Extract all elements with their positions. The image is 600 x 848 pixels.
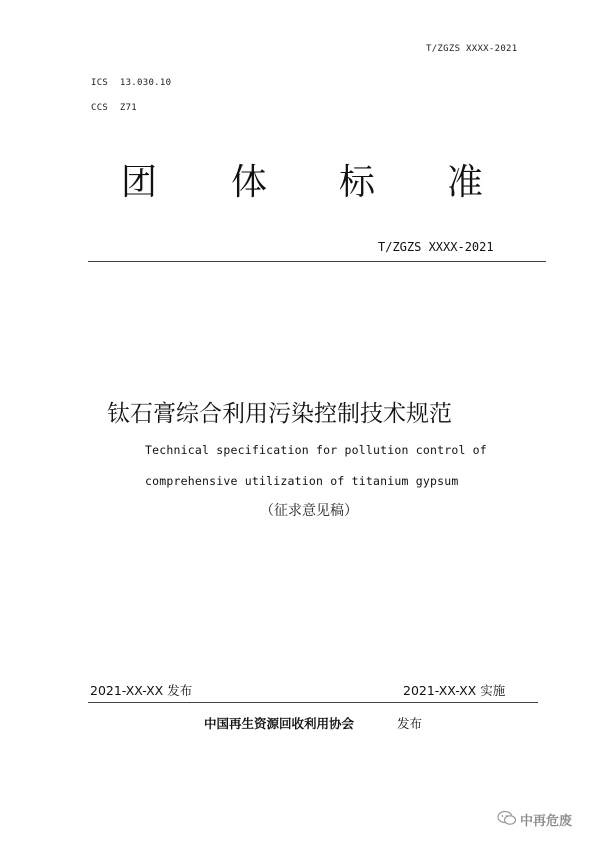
wechat-icon <box>497 810 517 826</box>
draft-status: （征求意见稿） <box>260 503 358 519</box>
ccs-label: CCS <box>91 103 109 113</box>
standard-type-char-2: 体 <box>231 162 268 203</box>
standard-type-char-4: 准 <box>447 162 484 203</box>
top-divider <box>88 261 546 262</box>
publish-date: 2021-XX-XX 发布 <box>90 683 193 698</box>
ics-label: ICS <box>91 78 109 88</box>
title-en-line1: Technical specification for pollution control of <box>145 443 487 457</box>
doc-number-top: T/ZGZS XXXX-2021 <box>426 44 518 54</box>
ics-value: 13.030.10 <box>119 78 172 88</box>
ccs-line <box>91 103 137 113</box>
doc-number: T/ZGZS XXXX-2021 <box>378 240 494 254</box>
ics-line <box>91 78 171 88</box>
publisher-action: 发布 <box>397 716 423 731</box>
bottom-divider <box>88 702 538 703</box>
ccs-value: Z71 <box>119 103 138 113</box>
title-en-line2: comprehensive utilization of titanium gypsum <box>145 474 459 488</box>
standard-type-char-1: 团 <box>121 162 158 203</box>
watermark-text: 中再危废 <box>520 814 573 829</box>
standard-type-char-3: 标 <box>339 162 376 203</box>
publisher-name: 中国再生资源回收利用协会 <box>204 716 355 731</box>
implement-date: 2021-XX-XX 实施 <box>403 683 506 698</box>
title-cn: 钛石膏综合利用污染控制技术规范 <box>107 401 452 427</box>
